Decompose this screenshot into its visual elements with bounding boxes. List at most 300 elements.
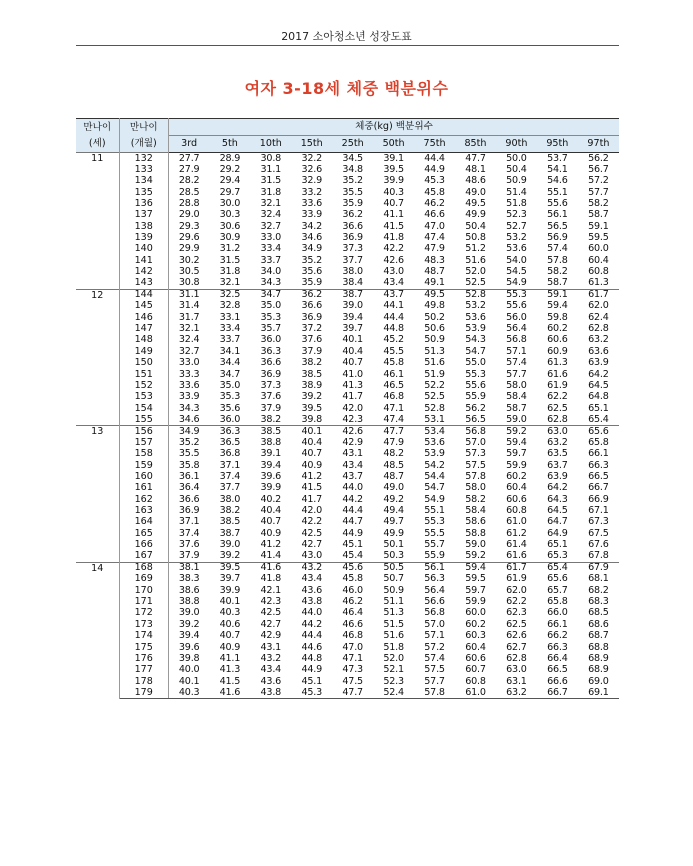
age-months-cell: 138	[119, 221, 168, 232]
weight-value-cell: 46.2	[342, 596, 363, 608]
weight-value-cell: 51.3	[383, 607, 404, 619]
age-months-header	[119, 119, 168, 153]
weight-value-cell: 55.6	[506, 300, 527, 312]
weight-value-cell: 66.4	[547, 652, 568, 664]
weight-value-cell: 49.8	[424, 300, 445, 312]
age-years-cell: 13	[76, 426, 119, 563]
age-months-cell: 145	[119, 300, 168, 311]
age-years-header-line2: (세)	[88, 137, 106, 149]
weight-value-cell: 57.5	[424, 664, 445, 676]
weight-value-cell: 62.7	[506, 641, 527, 653]
weight-value-cell: 48.6	[465, 175, 486, 187]
weight-value-cell: 68.2	[588, 584, 609, 596]
weight-value-cell: 39.8	[178, 652, 200, 664]
weight-value-cell: 68.8	[588, 641, 609, 653]
weight-value-cell: 53.9	[465, 323, 486, 335]
age-months-cell: 153	[119, 391, 168, 402]
weight-value-cell: 65.3	[547, 550, 568, 562]
percentile-header-75th: 75th	[414, 136, 455, 153]
weight-value-cell: 67.1	[588, 505, 609, 517]
table-row	[76, 175, 619, 186]
weight-value-cell: 41.6	[209, 687, 250, 698]
weight-value-cell: 35.0	[260, 300, 282, 312]
weight-value-cell: 35.3	[219, 391, 241, 403]
weight-value-cell: 63.0	[506, 664, 527, 676]
weight-value-cell: 61.4	[506, 539, 527, 551]
weight-value-cell: 32.4	[260, 209, 282, 221]
weight-value-cell: 63.6	[588, 345, 609, 357]
age-months-cell: 173	[119, 619, 168, 630]
weight-value-cell: 59.5	[588, 232, 609, 244]
weight-value-cell: 45.8	[383, 357, 404, 369]
weight-value-cell: 59.4	[455, 562, 496, 573]
weight-value-cell: 62.3	[506, 607, 527, 619]
weight-value-cell: 59.4	[506, 436, 527, 448]
table-row	[76, 403, 619, 414]
weight-value-cell: 44.0	[342, 482, 363, 494]
weight-value-cell: 46.8	[383, 391, 404, 403]
table-row	[76, 187, 619, 198]
age-months-cell: 133	[119, 164, 168, 175]
weight-value-cell: 35.2	[301, 254, 323, 266]
weight-value-cell: 38.9	[301, 379, 323, 391]
age-months-cell: 177	[119, 664, 168, 675]
weight-value-cell: 55.3	[496, 289, 537, 300]
weight-value-cell: 32.1	[260, 197, 282, 209]
weight-value-cell: 66.1	[588, 448, 609, 460]
weight-value-cell: 59.9	[506, 459, 527, 471]
weight-value-cell: 35.8	[178, 459, 200, 471]
age-months-cell: 134	[119, 175, 168, 186]
weight-value-cell: 57.4	[424, 652, 445, 664]
weight-value-cell: 40.4	[260, 505, 282, 517]
weight-value-cell: 60.0	[588, 243, 609, 255]
weight-value-cell: 40.9	[301, 459, 323, 471]
weight-value-cell: 62.8	[506, 652, 527, 664]
weight-value-cell: 39.0	[219, 539, 241, 551]
weight-value-cell: 64.7	[547, 516, 568, 528]
weight-value-cell: 62.2	[547, 391, 568, 403]
weight-value-cell: 36.3	[209, 426, 250, 437]
age-months-cell: 143	[119, 278, 168, 289]
weight-value-cell: 33.7	[260, 254, 282, 266]
weight-value-cell: 51.6	[424, 357, 445, 369]
weight-value-cell: 39.4	[178, 630, 200, 642]
weight-value-cell: 27.9	[178, 163, 200, 175]
age-months-cell: 179	[119, 687, 168, 698]
weight-value-cell: 47.4	[424, 232, 445, 244]
weight-value-cell: 48.7	[424, 266, 445, 278]
weight-value-cell: 55.5	[424, 527, 445, 539]
weight-value-cell: 40.2	[260, 493, 282, 505]
weight-value-cell: 63.2	[547, 436, 568, 448]
age-months-cell: 132	[119, 153, 168, 164]
weight-value-cell: 40.1	[219, 596, 241, 608]
weight-value-cell: 65.6	[578, 426, 619, 437]
age-years-cell: 12	[76, 289, 119, 426]
weight-value-cell: 34.9	[301, 243, 323, 255]
weight-value-cell: 50.5	[373, 562, 414, 573]
weight-value-cell: 49.5	[414, 289, 455, 300]
age-months-cell: 136	[119, 198, 168, 209]
weight-value-cell: 37.9	[301, 345, 323, 357]
weight-value-cell: 36.6	[260, 357, 282, 369]
weight-value-cell: 39.2	[301, 391, 323, 403]
weight-value-cell: 50.9	[506, 175, 527, 187]
weight-value-cell: 63.9	[588, 357, 609, 369]
weight-value-cell: 57.1	[506, 345, 527, 357]
weight-value-cell: 64.3	[547, 493, 568, 505]
weight-value-cell: 59.9	[465, 596, 486, 608]
weight-value-cell: 30.2	[178, 254, 200, 266]
weight-value-cell: 28.2	[178, 175, 200, 187]
age-months-cell: 157	[119, 437, 168, 448]
weight-value-cell: 44.4	[414, 153, 455, 164]
weight-value-cell: 35.2	[178, 436, 200, 448]
percentile-header-90th: 90th	[496, 136, 537, 153]
weight-value-cell: 56.8	[506, 334, 527, 346]
weight-value-cell: 32.7	[260, 220, 282, 232]
weight-value-cell: 32.6	[301, 163, 323, 175]
weight-value-cell: 53.9	[424, 448, 445, 460]
weight-value-cell: 34.8	[342, 163, 363, 175]
weight-value-cell: 59.4	[547, 300, 568, 312]
age-months-cell: 144	[119, 289, 168, 300]
weight-value-cell: 45.8	[424, 186, 445, 198]
weight-value-cell: 69.0	[588, 675, 609, 687]
weight-value-cell: 56.2	[465, 402, 486, 414]
weight-value-cell: 39.5	[301, 402, 323, 414]
weight-value-cell: 37.3	[260, 379, 282, 391]
weight-value-cell: 63.7	[547, 459, 568, 471]
weight-value-cell: 35.0	[219, 379, 241, 391]
weight-value-cell: 40.9	[260, 527, 282, 539]
age-months-cell: 171	[119, 596, 168, 607]
weight-value-cell: 42.2	[383, 243, 404, 255]
weight-value-cell: 37.7	[219, 482, 241, 494]
weight-value-cell: 60.6	[506, 493, 527, 505]
weight-value-cell: 44.9	[424, 163, 445, 175]
weight-value-cell: 68.1	[588, 573, 609, 585]
age-months-cell: 148	[119, 335, 168, 346]
table-row	[76, 221, 619, 232]
table-row	[76, 164, 619, 175]
weight-value-cell: 50.0	[496, 153, 537, 164]
weight-value-cell: 59.5	[465, 573, 486, 585]
weight-value-cell: 29.3	[178, 220, 200, 232]
weight-value-cell: 46.6	[424, 209, 445, 221]
percentile-header-15th: 15th	[291, 136, 332, 153]
weight-value-cell: 47.9	[383, 436, 404, 448]
weight-value-cell: 62.5	[547, 402, 568, 414]
age-months-cell: 146	[119, 312, 168, 323]
weight-value-cell: 41.7	[301, 493, 323, 505]
weight-value-cell: 40.7	[342, 357, 363, 369]
weight-value-cell: 40.7	[301, 448, 323, 460]
weight-value-cell: 36.1	[178, 470, 200, 482]
weight-value-cell: 40.3	[168, 687, 209, 698]
weight-value-cell: 62.5	[506, 618, 527, 630]
weight-value-cell: 51.1	[383, 596, 404, 608]
weight-value-cell: 44.2	[301, 618, 323, 630]
weight-value-cell: 58.4	[506, 391, 527, 403]
age-months-cell: 140	[119, 244, 168, 255]
table-row	[76, 517, 619, 528]
weight-value-cell: 61.3	[588, 277, 609, 289]
weight-value-cell: 50.1	[383, 539, 404, 551]
weight-value-cell: 57.0	[465, 436, 486, 448]
weight-value-cell: 60.8	[506, 505, 527, 517]
weight-value-cell: 43.0	[383, 266, 404, 278]
weight-value-cell: 39.9	[219, 584, 241, 596]
weight-value-cell: 36.0	[260, 334, 282, 346]
table-row	[76, 380, 619, 391]
weight-value-cell: 36.9	[342, 232, 363, 244]
weight-value-cell: 43.8	[250, 687, 291, 698]
age-months-cell: 141	[119, 255, 168, 266]
weight-value-cell: 53.1	[424, 413, 445, 425]
weight-value-cell: 33.7	[219, 334, 241, 346]
weight-value-cell: 40.4	[342, 345, 363, 357]
weight-value-cell: 46.1	[383, 368, 404, 380]
weight-value-cell: 61.6	[506, 550, 527, 562]
weight-value-cell: 32.7	[178, 345, 200, 357]
weight-value-cell: 54.9	[506, 277, 527, 289]
weight-value-cell: 38.5	[219, 516, 241, 528]
weight-value-cell: 60.2	[465, 618, 486, 630]
weight-value-cell: 37.4	[178, 527, 200, 539]
weight-value-cell: 66.5	[547, 664, 568, 676]
weight-value-cell: 55.3	[465, 368, 486, 380]
weight-value-cell: 61.6	[547, 368, 568, 380]
weight-value-cell: 46.2	[424, 197, 445, 209]
table-row	[76, 619, 619, 630]
weight-value-cell: 63.5	[547, 448, 568, 460]
weight-value-cell: 56.4	[506, 323, 527, 335]
weight-value-cell: 51.2	[465, 243, 486, 255]
weight-value-cell: 42.0	[301, 505, 323, 517]
weight-value-cell: 56.7	[588, 163, 609, 175]
weight-value-cell: 50.4	[465, 220, 486, 232]
weight-value-cell: 58.6	[465, 516, 486, 528]
weight-value-cell: 60.4	[588, 254, 609, 266]
weight-value-cell: 32.9	[301, 175, 323, 187]
table-row	[76, 448, 619, 459]
weight-value-cell: 51.6	[383, 630, 404, 642]
age-months-cell: 165	[119, 528, 168, 539]
table-row	[76, 244, 619, 255]
age-months-cell: 150	[119, 357, 168, 368]
weight-value-cell: 50.9	[424, 334, 445, 346]
age-months-cell: 164	[119, 517, 168, 528]
weight-value-cell: 56.4	[424, 584, 445, 596]
weight-value-cell: 46.0	[342, 584, 363, 596]
weight-value-cell: 67.3	[588, 516, 609, 528]
weight-value-cell: 64.2	[588, 368, 609, 380]
weight-value-cell: 54.4	[424, 470, 445, 482]
weight-value-cell: 34.5	[332, 153, 373, 164]
weight-value-cell: 29.0	[178, 209, 200, 221]
weight-value-cell: 51.4	[506, 186, 527, 198]
weight-value-cell: 56.8	[424, 607, 445, 619]
age-months-cell: 166	[119, 539, 168, 550]
weight-value-cell: 41.4	[260, 550, 282, 562]
weight-value-cell: 56.8	[455, 426, 496, 437]
weight-value-cell: 50.3	[383, 550, 404, 562]
weight-value-cell: 65.7	[547, 584, 568, 596]
weight-value-cell: 45.1	[342, 539, 363, 551]
weight-value-cell: 65.8	[588, 436, 609, 448]
weight-value-cell: 65.1	[588, 402, 609, 414]
weight-value-cell: 38.8	[260, 436, 282, 448]
percentile-group-header: 체중(kg) 백분위수	[168, 119, 619, 136]
weight-value-cell: 39.1	[373, 153, 414, 164]
weight-value-cell: 52.1	[383, 664, 404, 676]
weight-value-cell: 51.3	[424, 345, 445, 357]
weight-value-cell: 57.7	[588, 186, 609, 198]
weight-value-cell: 43.4	[301, 573, 323, 585]
weight-value-cell: 41.3	[219, 664, 241, 676]
weight-value-cell: 57.3	[465, 448, 486, 460]
weight-value-cell: 30.8	[178, 277, 200, 289]
weight-value-cell: 56.1	[547, 209, 568, 221]
weight-value-cell: 42.6	[383, 254, 404, 266]
weight-value-cell: 57.5	[465, 459, 486, 471]
weight-value-cell: 56.5	[465, 413, 486, 425]
weight-value-cell: 49.0	[465, 186, 486, 198]
weight-value-cell: 57.2	[424, 641, 445, 653]
age-months-cell: 151	[119, 369, 168, 380]
age-months-header-line2: (개월)	[130, 137, 157, 149]
weight-value-cell: 53.4	[414, 426, 455, 437]
weight-value-cell: 43.7	[342, 470, 363, 482]
weight-value-cell: 40.3	[383, 186, 404, 198]
weight-value-cell: 41.6	[250, 562, 291, 573]
weight-value-cell: 31.8	[260, 186, 282, 198]
weight-value-cell: 50.7	[383, 573, 404, 585]
weight-value-cell: 62.0	[506, 584, 527, 596]
weight-value-cell: 46.5	[383, 379, 404, 391]
weight-value-cell: 39.5	[209, 562, 250, 573]
weight-value-cell: 45.4	[342, 550, 363, 562]
weight-value-cell: 33.9	[178, 391, 200, 403]
weight-value-cell: 58.8	[465, 527, 486, 539]
weight-value-cell: 42.9	[342, 436, 363, 448]
table-row	[76, 357, 619, 368]
weight-value-cell: 50.2	[424, 311, 445, 323]
table-row	[76, 426, 619, 437]
weight-value-cell: 58.2	[547, 266, 568, 278]
weight-value-cell: 61.0	[455, 687, 496, 698]
weight-value-cell: 40.0	[178, 664, 200, 676]
table-row	[76, 482, 619, 493]
weight-value-cell: 43.2	[291, 562, 332, 573]
table-row	[76, 664, 619, 675]
weight-value-cell: 59.7	[465, 584, 486, 596]
weight-value-cell: 45.1	[301, 675, 323, 687]
weight-value-cell: 61.7	[496, 562, 537, 573]
table-row	[76, 437, 619, 448]
weight-value-cell: 36.5	[219, 436, 241, 448]
weight-value-cell: 66.9	[588, 493, 609, 505]
table-body	[76, 153, 619, 699]
weight-value-cell: 48.5	[383, 459, 404, 471]
age-months-cell: 135	[119, 187, 168, 198]
weight-value-cell: 47.3	[342, 664, 363, 676]
weight-value-cell: 61.9	[547, 379, 568, 391]
weight-value-cell: 34.0	[260, 266, 282, 278]
weight-value-cell: 58.2	[465, 493, 486, 505]
weight-value-cell: 34.3	[260, 277, 282, 289]
weight-value-cell: 57.4	[506, 357, 527, 369]
weight-value-cell: 49.2	[383, 493, 404, 505]
weight-value-cell: 57.8	[414, 687, 455, 698]
table-row	[76, 585, 619, 596]
document-header-title: 2017 소아청소년 성장도표	[281, 30, 412, 43]
age-years-header	[76, 119, 119, 153]
weight-value-cell: 40.7	[260, 516, 282, 528]
weight-value-cell: 60.8	[588, 266, 609, 278]
weight-value-cell: 60.6	[547, 334, 568, 346]
weight-value-cell: 39.6	[260, 470, 282, 482]
age-months-cell: 152	[119, 380, 168, 391]
weight-value-cell: 31.5	[219, 254, 241, 266]
weight-value-cell: 39.0	[178, 607, 200, 619]
weight-value-cell: 40.3	[219, 607, 241, 619]
table-row	[76, 596, 619, 607]
weight-value-cell: 34.7	[250, 289, 291, 300]
table-row	[76, 471, 619, 482]
weight-value-cell: 37.1	[219, 459, 241, 471]
weight-value-cell: 47.5	[342, 675, 363, 687]
weight-value-cell: 38.0	[342, 266, 363, 278]
weight-value-cell: 63.2	[588, 334, 609, 346]
table-row	[76, 255, 619, 266]
weight-value-cell: 55.1	[547, 186, 568, 198]
weight-value-cell: 32.8	[219, 300, 241, 312]
table-row	[76, 562, 619, 573]
weight-value-cell: 59.8	[547, 311, 568, 323]
weight-value-cell: 39.0	[342, 300, 363, 312]
weight-value-cell: 61.7	[578, 289, 619, 300]
weight-value-cell: 32.1	[178, 323, 200, 335]
age-months-cell: 160	[119, 471, 168, 482]
weight-value-cell: 57.2	[588, 175, 609, 187]
weight-value-cell: 34.7	[219, 368, 241, 380]
weight-value-cell: 36.0	[219, 413, 241, 425]
weight-value-cell: 41.8	[260, 573, 282, 585]
weight-percentile-table	[76, 118, 619, 699]
weight-value-cell: 39.2	[219, 550, 241, 562]
weight-value-cell: 37.6	[301, 334, 323, 346]
weight-value-cell: 35.5	[342, 186, 363, 198]
weight-value-cell: 37.3	[342, 243, 363, 255]
weight-value-cell: 68.9	[588, 652, 609, 664]
weight-value-cell: 34.4	[219, 357, 241, 369]
weight-value-cell: 57.1	[424, 630, 445, 642]
weight-value-cell: 47.7	[373, 426, 414, 437]
weight-value-cell: 41.5	[383, 220, 404, 232]
weight-value-cell: 64.2	[547, 482, 568, 494]
weight-value-cell: 36.2	[291, 289, 332, 300]
weight-value-cell: 57.4	[547, 243, 568, 255]
weight-value-cell: 39.4	[342, 311, 363, 323]
weight-value-cell: 40.1	[291, 426, 332, 437]
weight-value-cell: 31.2	[219, 243, 241, 255]
weight-value-cell: 50.9	[383, 584, 404, 596]
weight-value-cell: 44.4	[301, 630, 323, 642]
age-months-cell: 163	[119, 505, 168, 516]
